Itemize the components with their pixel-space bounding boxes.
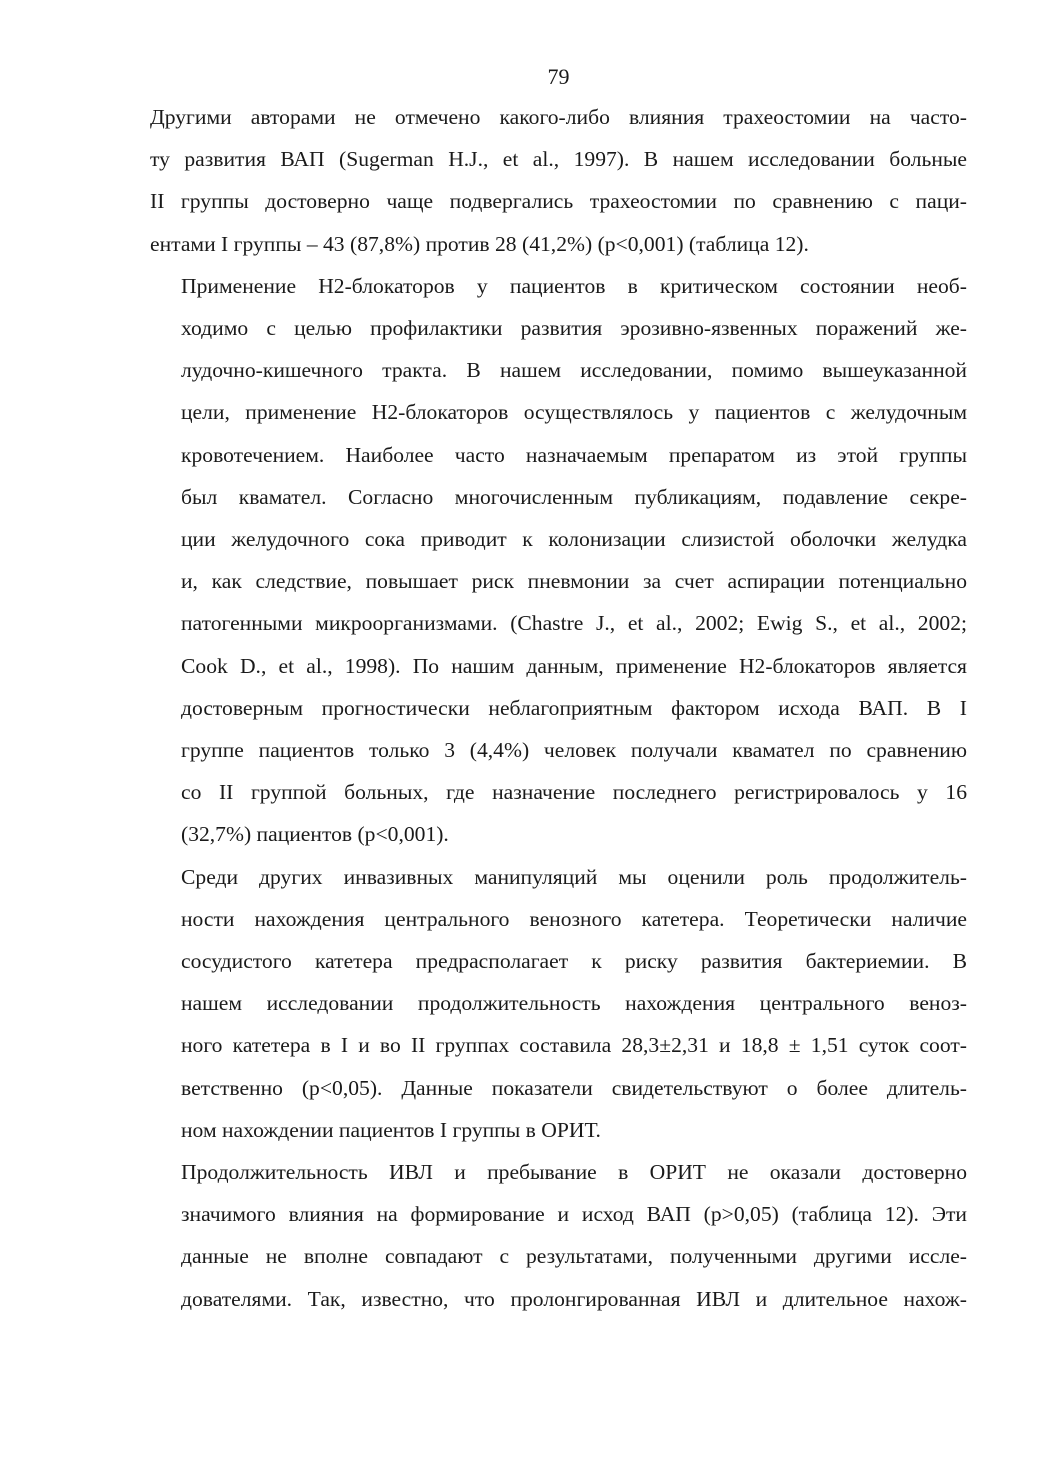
text-line: и, как следствие, повышает риск пневмонии за счет аспирации потенциально [181,569,967,594]
text-line: патогенными микроорганизмами. (Chastre J., et al., 2002; Ewig S., et al., 2002; [181,611,967,636]
text-line: ту развития ВАП (Sugerman H.J., et al., 1997). В нашем исследовании больные [150,147,967,172]
text-line: лудочно-кишечного тракта. В нашем исследовании, помимо вышеуказанной [181,358,967,383]
text-line: ном нахождении пациентов I группы в ОРИТ. [181,1117,601,1142]
text-line: кровотечением. Наиболее часто назначаемым препаратом из этой группы [181,442,967,467]
text-line: ного катетера в I и во II группах составила 28,3±2,31 и 18,8 ± 1,51 суток соот- [181,1033,967,1058]
text-line: ходимо с целью профилактики развития эрозивно-язвенных поражений же- [181,316,967,341]
text-line: II группы достоверно чаще подвергались трахеостомии по сравнению с паци- [150,189,967,214]
text-line: (32,7%) пациентов (р<0,001). [181,822,449,847]
text-line: Среди других инвазивных манипуляций мы оценили роль продолжитель- [181,864,967,889]
text-line: значимого влияния на формирование и исход ВАП (р>0,05) (таблица 12). Эти [181,1202,967,1227]
text-line: со II группой больных, где назначение последнего регистрировалось у 16 [181,780,967,805]
text-line: данные не вполне совпадают с результатами, полученными другими иссле- [181,1244,967,1269]
text-line: цели, применение Н2-блокаторов осуществлялось у пациентов с желудочным [181,400,967,425]
page-body [150,96,967,1320]
paragraph-3 [150,856,967,1151]
page-number: 79 [547,64,570,89]
text-line: ности нахождения центрального венозного катетера. Теоретически наличие [181,906,967,931]
text-line: дователями. Так, известно, что пролонгированная ИВЛ и длительное нахож- [181,1286,967,1311]
text-line: Применение Н2-блокаторов у пациентов в критическом состоянии необ- [181,273,967,298]
paragraph-2 [150,265,967,856]
text-line: достоверным прогностически неблагоприятным фактором исхода ВАП. В I [181,695,967,720]
text-line: нашем исследовании продолжительность нахождения центрального веноз- [181,991,967,1016]
text-line: ции желудочного сока приводит к колонизации слизистой оболочки желудка [181,527,967,552]
text-line: ветственно (р<0,05). Данные показатели свидетельствуют о более длитель- [181,1075,967,1100]
text-line: был квамател. Согласно многочисленным публикациям, подавление секре- [181,484,967,509]
text-line: Cook D., et al., 1998). По нашим данным, применение Н2-блокаторов является [181,653,967,678]
text-line: группе пациентов только 3 (4,4%) человек получали квамател по сравнению [181,738,967,763]
text-line: ентами I группы – 43 (87,8%) против 28 (41,2%) (р<0,001) (таблица 12). [150,231,809,256]
text-line: Продолжительность ИВЛ и пребывание в ОРИТ не оказали достоверно [181,1160,967,1185]
text-line: сосудистого катетера предрасполагает к риску развития бактериемии. В [181,949,967,974]
paragraph-4 [150,1151,967,1320]
text-line: Другими авторами не отмечено какого-либо влияния трахеостомии на часто- [150,105,967,129]
paragraph-1 [150,96,967,265]
